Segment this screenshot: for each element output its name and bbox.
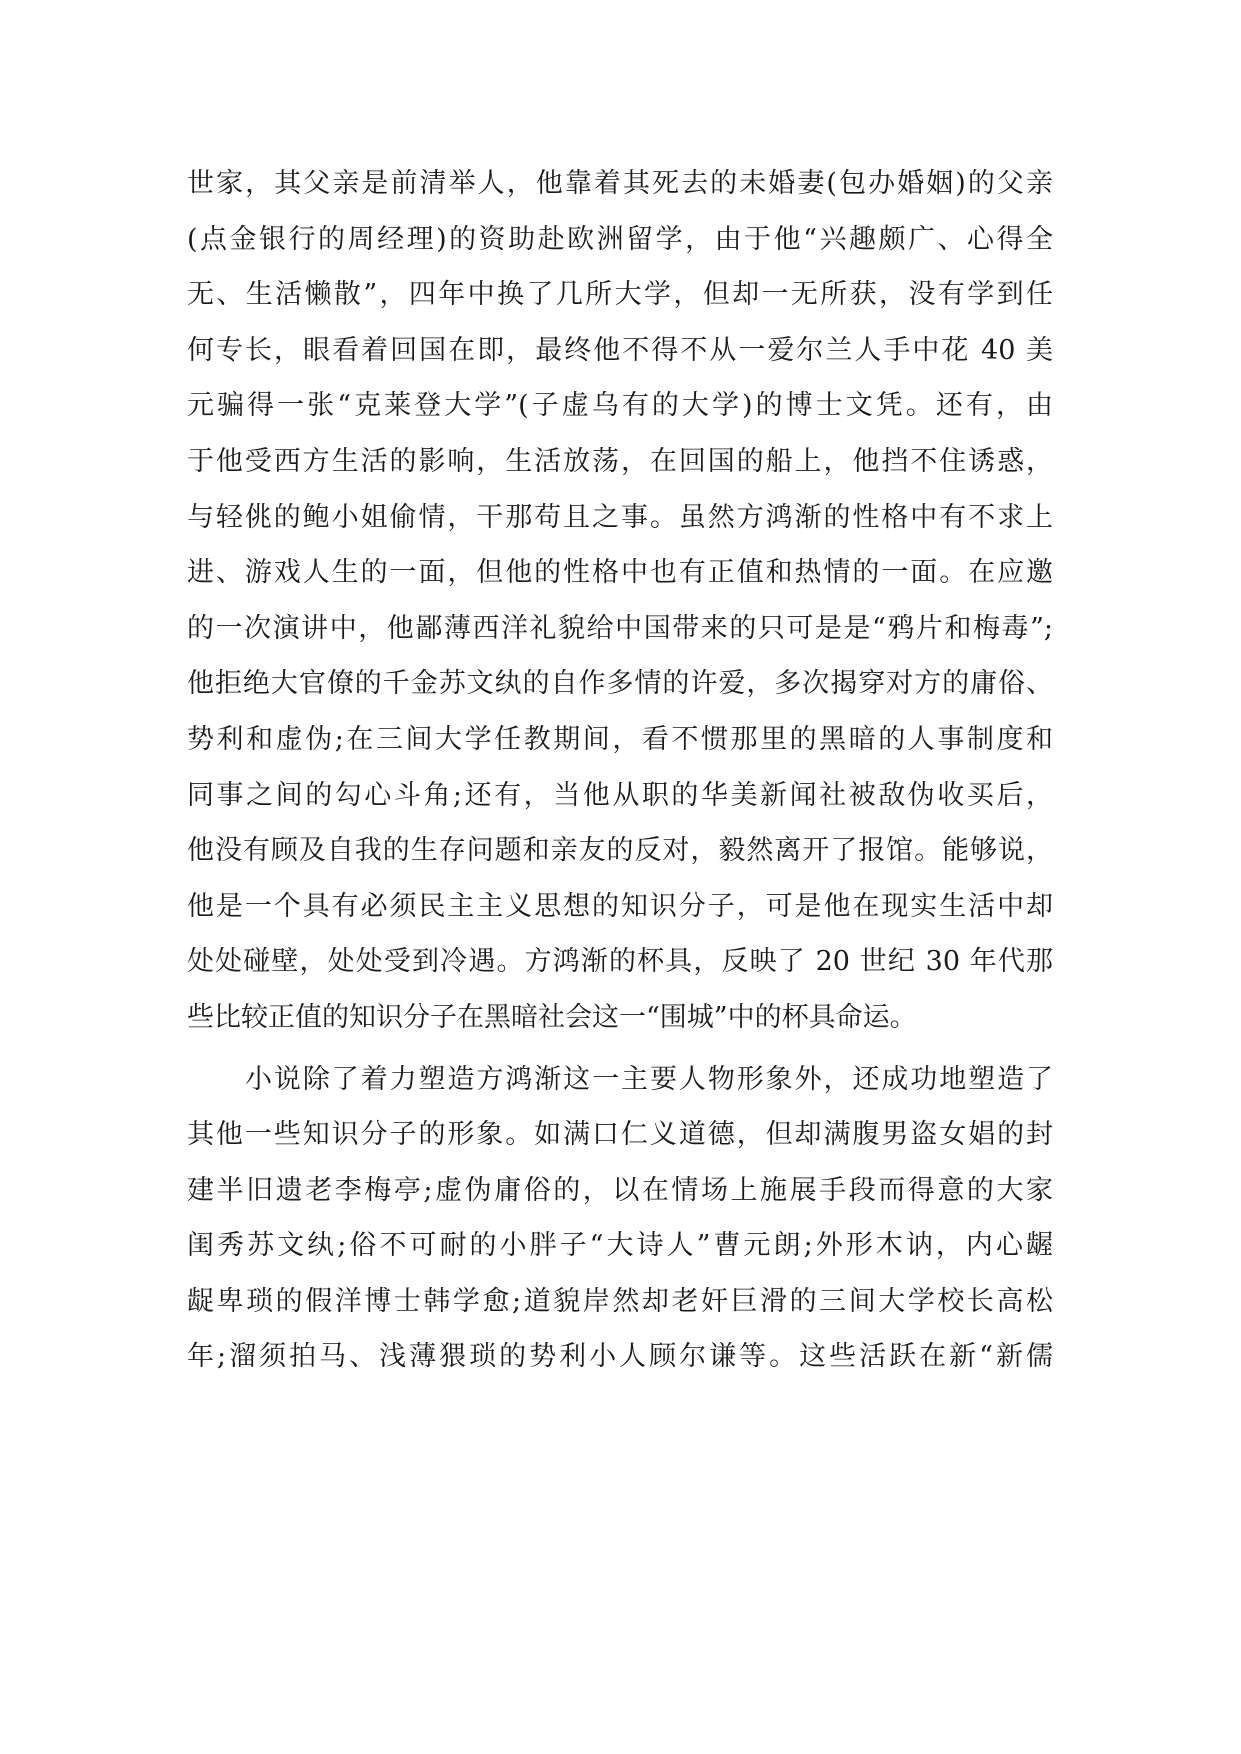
text-line: 进、游戏人生的一面，但他的性格中也有正值和热情的一面。在应邀 bbox=[187, 557, 1053, 589]
text-line: 元骗得一张“克莱登大学”(子虚乌有的大学)的博士文凭。还有，由 bbox=[187, 390, 1053, 422]
text-line: 些比较正值的知识分子在黑暗社会这一“围城”中的杯具命运。 bbox=[187, 1001, 917, 1033]
text-line: 年;溜须拍马、浅薄猥琐的势利小人顾尔谦等。这些活跃在新“新儒 bbox=[187, 1341, 1053, 1373]
paragraph-2 bbox=[187, 1052, 1053, 1386]
text-line: 于他受西方生活的影响，生活放荡，在回国的船上，他挡不住诱惑， bbox=[187, 445, 1053, 477]
text-line: 龊卑琐的假洋博士韩学愈;道貌岸然却老奸巨滑的三间大学校长高松 bbox=[187, 1285, 1053, 1317]
text-line: 建半旧遗老李梅亭;虚伪庸俗的，以在情场上施展手段而得意的大家 bbox=[187, 1174, 1053, 1206]
text-line: 他拒绝大官僚的千金苏文纨的自作多情的许爱，多次揭穿对方的庸俗、 bbox=[187, 668, 1053, 700]
text-line: 同事之间的勾心斗角;还有，当他从职的华美新闻社被敌伪收买后， bbox=[187, 779, 1053, 811]
text-line: 他没有顾及自我的生存问题和亲友的反对，毅然离开了报馆。能够说， bbox=[187, 835, 1053, 867]
text-line: 他是一个具有必须民主主义思想的知识分子，可是他在现实生活中却 bbox=[187, 890, 1053, 922]
text-line: 的一次演讲中，他鄙薄西洋礼貌给中国带来的只可是是“鸦片和梅毒”; bbox=[187, 612, 1053, 644]
text-line: 与轻佻的鲍小姐偷情，干那苟且之事。虽然方鸿渐的性格中有不求上 bbox=[187, 501, 1053, 533]
text-line: 闺秀苏文纨;俗不可耐的小胖子“大诗人”曹元朗;外形木讷，内心龌 bbox=[187, 1230, 1053, 1262]
body-text bbox=[187, 156, 1053, 1385]
text-line: 处处碰壁，处处受到冷遇。方鸿渐的杯具，反映了 20 世纪 30 年代那 bbox=[187, 946, 1053, 978]
text-line: 何专长，眼看着回国在即，最终他不得不从一爱尔兰人手中花 40 美 bbox=[187, 334, 1053, 366]
text-line: 无、生活懒散”，四年中换了几所大学，但却一无所获，没有学到任 bbox=[187, 279, 1053, 311]
text-line: 势利和虚伪;在三间大学任教期间，看不惯那里的黑暗的人事制度和 bbox=[187, 723, 1053, 755]
paragraph-1 bbox=[187, 156, 1053, 1046]
text-line: (点金银行的周经理)的资助赴欧洲留学，由于他“兴趣颇广、心得全 bbox=[187, 223, 1053, 255]
text-line: 小说除了着力塑造方鸿渐这一主要人物形象外，还成功地塑造了 bbox=[245, 1063, 1053, 1095]
text-line: 世家，其父亲是前清举人，他靠着其死去的未婚妻(包办婚姻)的父亲 bbox=[187, 168, 1053, 199]
text-line: 其他一些知识分子的形象。如满口仁义道德，但却满腹男盗女娼的封 bbox=[187, 1119, 1053, 1151]
